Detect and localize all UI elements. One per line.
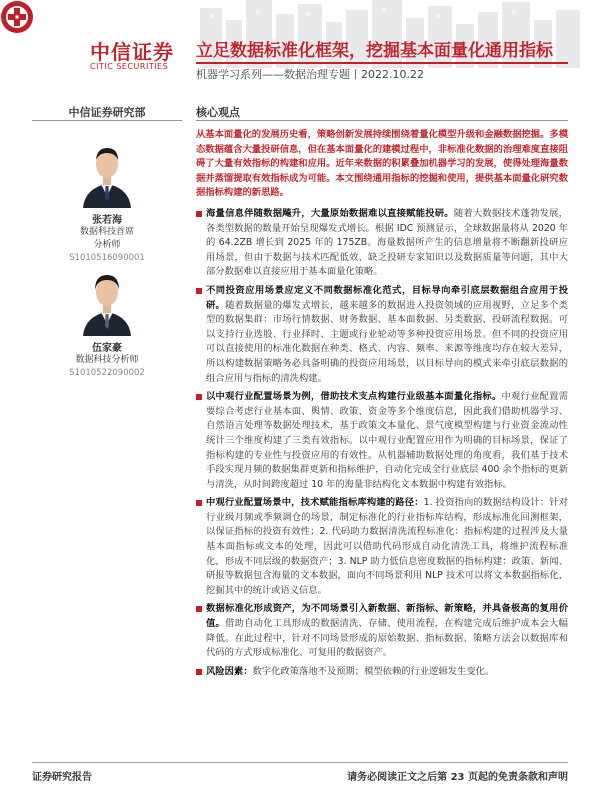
citic-logo-icon [0, 0, 34, 34]
bullet-lead: 以中观行业配置场景为例，借助技术支点构建行业级基本面量化指标。 [206, 391, 502, 403]
main-heading-rule [196, 120, 568, 121]
bullet-square-icon [196, 394, 202, 400]
bullet-square-icon [196, 288, 202, 294]
analyst-card [32, 138, 182, 265]
footer-report-type: 证券研究报告 [32, 772, 92, 783]
list-item [196, 602, 568, 660]
brand-name-cn: 中信证券 [90, 40, 174, 64]
analyst-license-id: S1010522090002 [69, 368, 145, 378]
bullet-square-icon [196, 500, 202, 506]
bullet-square-icon [196, 211, 202, 217]
list-item [196, 207, 568, 280]
footer-divider [32, 762, 568, 763]
bullet-square-icon [196, 606, 202, 612]
report-subtitle: 机器学习系列——数据治理专题丨2022.10.22 [196, 68, 424, 81]
analyst-card [32, 266, 182, 380]
bullet-lead: 数据标准化形成资产，为不同场景引入新数据、新指标、新策略，并具备极高的复用价值。 [206, 603, 568, 630]
report-title: 立足数据标准化框架，挖掘基本面量化通用指标 [196, 41, 553, 61]
bullet-lead: 风险因素： [206, 665, 253, 677]
avatar [77, 266, 137, 336]
sidebar-heading-rule [32, 120, 182, 121]
sidebar-heading: 中信证券研究部 [68, 106, 146, 119]
key-points-list [196, 207, 568, 683]
bullet-body: 1. 投资指向的数据结构设计：针对行业级月频或季频调仓的场景，制定标准化的行业指标库结构，形成标准化回测框架，以保证指标的投资有效性；2. 代码助力数据清洗流程标准化：指标构建的过程涉及大量基本面指标或文本的处理，因此可以借助代码形成自动化清洗工具，将维护流程标准化，形成不同层级的数据资产；3. NLP 助力低信息密度数据的指标构建：政策、新闻、研报等数据包含海量的文本数据，面向不同场景利用 NLP 技术可以将文本数据指标化，挖掘其中的统计或语义信息。 [206, 497, 568, 596]
analyst-name: 伍家豪 [92, 343, 122, 354]
bullet-body: 中观行业配置需要综合考虑行业基本面、舆情、政策、资金等多个维度信息，因此我们借助机器学习、自然语言处理等数据处理技术，基于政策文本量化、景气度模型构建与行业资金流动性统计三个维度构建了三类有效指标。以中观行业配置应用作为明确的目标场景，保证了指标构建的专业性与投资应用的有效性。从机器辅助数据处理的角度看，我们基于技术手段实现月频的数据集群更新和指标维护，自动化完成全行业底层 400 余个指标的更新与清洗，从时间跨度超过 10 年的海量非结构化文本数据中构建有效指标。 [206, 391, 568, 490]
bullet-lead: 中观行业配置场景中，技术赋能指标库构建的路径： [206, 497, 424, 509]
footer-disclaimer: 请务必阅读正文之后第 23 页起的免责条款和声明 [347, 772, 568, 783]
list-item [196, 284, 568, 386]
avatar [77, 138, 137, 208]
analyst-license-id: S1010516090001 [69, 253, 145, 263]
bullet-body: 数字化政策落地不及预期；模型依赖的行业逻辑发生变化。 [252, 665, 495, 677]
core-summary: 从基本面量化的发展历史看，策略创新发展持续围绕着量化模型升级和金融数据挖掘。多模态数据蕴含大量投研信息，但在基本面量化的建模过程中，非标准化数据的治理难度直接阻碍了大量有效指标的构建和应用。近年来数据的积累叠加机器学习的发展，使得处理海量数据并蒸馏提取有效指标成为可能。本文围绕通用指标的挖掘和使用，提供基本面量化研究数据指标构建的新思路。 [196, 129, 568, 199]
analyst-title: 数据科技首席 [79, 227, 134, 237]
bullet-body: 随着数据量的爆发式增长，越来越多的数据进入投资领域的应用视野，立足多个类型的数据集群：市场行情数据、财务数据、基本面数据、另类数据、投研流程数据。可以支持行业选股、行业择时、主题或行业轮动等多种投资应用场景。但不同的投资应用可以直接使用的标准化数据在种类、格式、内容、频率、来源等维度均存在较大差异，所以构建数据策略务必具备明确的投资应用场景，以目标导向的模式来牵引底层数据的组合应用与指标的清洗构建。 [206, 299, 568, 384]
title-divider [196, 62, 568, 64]
list-item [196, 665, 568, 680]
bullet-square-icon [196, 669, 202, 675]
bullet-body: 借助自动化工具形成的数据清洗、存储、使用流程，在构建完成后维护成本会大幅降低。在此过程中，针对不同场景形成的原始数据、指标数据、策略方法会以数据库和代码的方式形成标准化、可复用的数据资产。 [206, 618, 568, 659]
bullet-lead: 海量信息伴随数据飚升，大量原始数据难以直接赋能投研。 [206, 208, 454, 219]
analyst-title-line2: 分析师 [93, 240, 121, 250]
list-item [196, 496, 568, 598]
brand-name-en: CITIC SECURITIES [90, 62, 169, 71]
list-item [196, 390, 568, 492]
analyst-name: 张若海 [92, 215, 122, 226]
analyst-title: 数据科技分析师 [75, 355, 139, 365]
main-heading: 核心观点 [196, 106, 240, 119]
bullet-lead: 不同投资应用场景应定义不同数据标准化范式，目标导向牵引底层数据组合应用于投研。 [206, 284, 568, 311]
header-banner [0, 0, 600, 90]
bullet-body: 随着大数据技术蓬勃发展，各类型数据的数量开始呈现爆发式增长。根据 IDC 预测显示，全球数据量将从 2020 年的 64.2ZB 增长到 2025 年的 175ZB。海量数据所产生的信息增量将不断翻新投研应用场景，但由于数据与技术匹配低效、缺乏投研专家知识以及数据质量等问题，其中大部分数据难以直接应用于基本面量化策略。 [206, 208, 568, 278]
